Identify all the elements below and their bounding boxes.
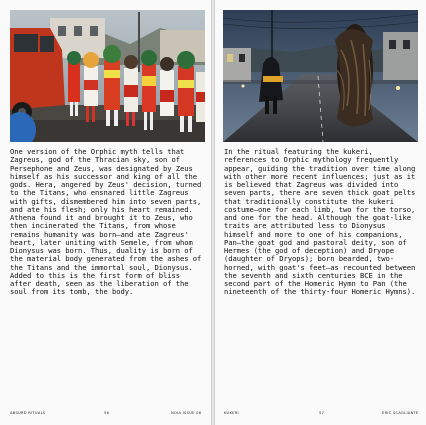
footer-page-number: 56	[104, 411, 110, 415]
footer-issue: NOIA ISSUE 06	[171, 411, 202, 415]
procession-photo-icon	[10, 10, 205, 142]
footer-page-number: 57	[319, 411, 325, 415]
night-road-photo-icon	[223, 10, 418, 142]
footer-author: ERIC SCAGLIANTE	[382, 411, 419, 415]
left-body-text: One version of the Orphic myth tells that Zagreus, god of the Thracian sky, son of Persephone and Zeus, was designated by Zeus himself as his successor and king of all the gods. Hera, angered by Zeus' decision, turned to the Titans, who ensnared little Zagreus with gifts, dismembered him into seven parts, and ate his flesh; only his heart remained. Athena found it and brought it to Zeus, who then incinerated the Titans, from whose remains humanity was born—and ate Zagreus' heart, later uniting with Semele, from whom Dionysus was born. Thus, duality is born of the material body generated from the ashes of the Titans and the immortal soul, Dionysus. Added to this is the first form of bliss after death, seen as the liberation of the soul from its tomb, the body.	[10, 147, 202, 297]
procession-photo	[10, 10, 205, 142]
right-page	[215, 0, 426, 425]
left-page	[0, 0, 211, 425]
footer-section: ABSURD RITUALS	[10, 411, 46, 415]
right-body-text: In the ritual featuring the kukeri, references to Orphic mythology frequently appear, guiding the tradition over time along with other more recent influences; just as it is believed that Zagreus was divided into seven parts, there are seven thick goat pelts that traditionally constitute the kukeri costume—one for each limb, two for the torso, and one for the head. Although the goat-like traits are attributed less to Dionysus himself and more to one of his companions, Pan—the goat god and pastoral deity, son of Hermes (the god of deception) and Dryope (daughter of Dryops); born bearded, two-horned, with goat's feet—as recounted between the seventh and sixth centuries BCE in the second part of the Homeric Hymn to Pan (the nineteenth of the thirty-four Homeric Hymns).	[224, 147, 416, 297]
night-road-photo	[223, 10, 418, 142]
footer-section: KUKERI	[224, 411, 239, 415]
